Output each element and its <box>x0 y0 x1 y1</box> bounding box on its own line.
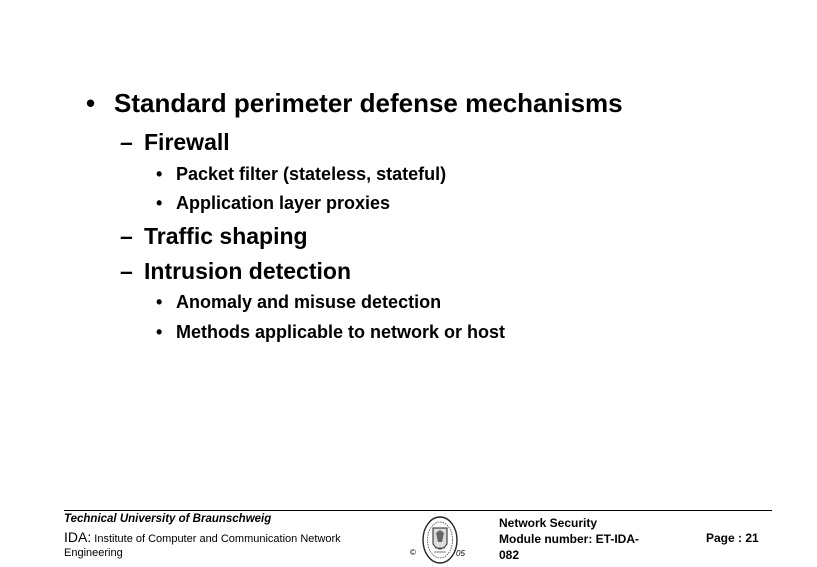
bullet-intrusion-detection <box>120 258 351 285</box>
footer-institute-cont: Engineering <box>64 547 123 559</box>
copyright-symbol: © <box>410 548 416 557</box>
footer-institute <box>64 529 341 547</box>
bullet-text: Traffic shaping <box>144 223 308 249</box>
bullet-marker: • <box>156 292 163 312</box>
footer-divider <box>64 510 772 511</box>
bullet-marker: • <box>156 193 163 213</box>
footer-year: 05 <box>456 549 465 558</box>
bullet-text: Application layer proxies <box>176 193 391 213</box>
bullet-text: Methods applicable to network or host <box>176 322 506 342</box>
page-number: Page : 21 <box>706 531 759 545</box>
bullet-marker: • <box>156 322 163 342</box>
bullet-anomaly <box>156 292 441 313</box>
bullet-text: Packet filter (stateless, stateful) <box>176 164 447 184</box>
bullet-standard-perimeter <box>86 88 623 119</box>
footer-university: Technical University of Braunschweig <box>64 513 272 525</box>
bullet-marker: – <box>120 129 133 155</box>
bullet-marker: • <box>156 164 163 184</box>
course-name: Network Security <box>499 516 598 530</box>
bullet-text: Firewall <box>144 129 230 155</box>
footer-institute-name: Institute of Computer and Communication Network <box>91 533 341 545</box>
bullet-packet-filter <box>156 164 446 185</box>
bullet-marker: • <box>86 88 96 118</box>
bullet-methods <box>156 322 505 343</box>
bullet-marker: – <box>120 258 133 284</box>
bullet-marker: – <box>120 223 133 249</box>
bullet-app-proxies <box>156 193 390 214</box>
university-seal-icon <box>420 514 460 566</box>
bullet-text: Standard perimeter defense mechanisms <box>114 88 623 118</box>
module-number: Module number: ET-IDA- <box>499 532 639 546</box>
bullet-firewall <box>120 129 230 156</box>
bullet-text: Anomaly and misuse detection <box>176 292 442 312</box>
bullet-text: Intrusion detection <box>144 258 351 284</box>
footer-ida-label: IDA: <box>64 529 92 545</box>
bullet-traffic-shaping <box>120 223 308 250</box>
footer-course <box>499 515 679 563</box>
module-number-cont: 082 <box>499 548 520 562</box>
